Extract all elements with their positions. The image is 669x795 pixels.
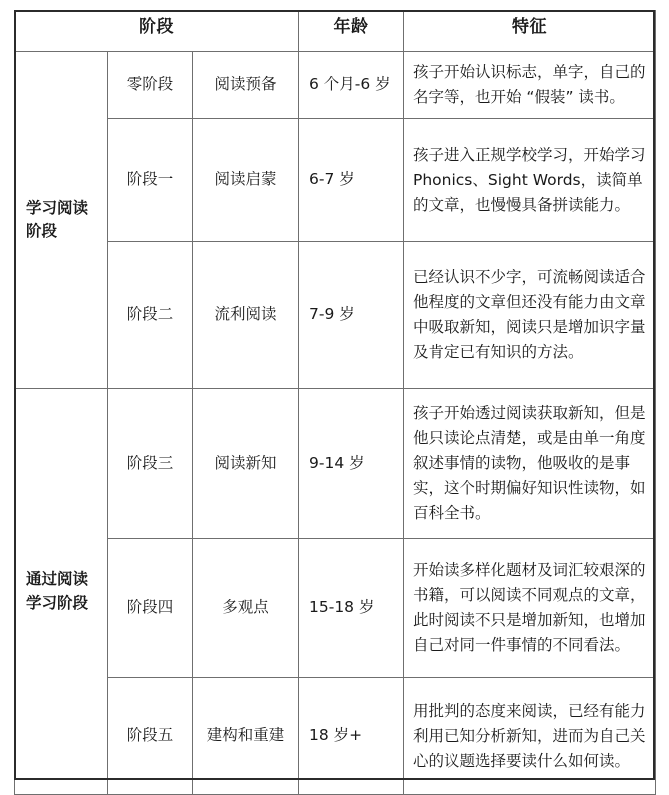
stage-name-label: 阅读新知 [214,453,277,472]
stage-name-label: 建构和重建 [206,726,285,745]
feature-text: 孩子进入正规学校学习，开始学习 Phonics、Sight Words，读简单的文章，也慢慢具备拼读能力。 [413,145,646,214]
stage-label: 阶段四 [126,598,174,617]
stage-name-cell [193,242,299,389]
table-row [15,242,656,389]
stage-name-cell [193,52,299,119]
group-label-line-1: 学习阅读 [26,198,89,217]
group-label-line-1: 通过阅读 [26,570,89,589]
table-row [15,539,656,678]
group-cell-learning-to-read [15,52,108,389]
table-header-row [15,11,656,52]
header-label-feature: 特征 [512,17,547,37]
age-label: 15-18 岁 [309,598,375,617]
stage-label: 阶段五 [126,726,174,745]
feature-text: 已经认识不少字，可流畅阅读适合他程度的文章但还没有能力由文章中吸取新知，阅读只是增加识字量及肯定已有知识的方法。 [413,268,646,362]
group-label-reading-to-learn [15,562,107,621]
stage-name-cell [193,119,299,242]
stage-cell [108,389,193,539]
group-cell-reading-to-learn [15,389,108,795]
feature-cell [404,242,656,389]
stage-name-cell [193,678,299,795]
age-label: 9-14 岁 [309,453,365,472]
table-row [15,119,656,242]
stage-label: 阶段三 [126,453,174,472]
group-label-line-2: 阶段 [26,222,58,241]
age-label: 6-7 岁 [309,170,355,189]
stage-label: 零阶段 [126,75,174,94]
feature-text: 孩子开始透过阅读获取新知，但是他只读论点清楚，或是由单一角度叙述事情的读物，他吸收的是事实，这个时期偏好知识性读物，如百科全书。 [413,403,646,523]
age-cell [299,539,404,678]
stage-label: 阶段二 [126,305,174,324]
stage-name-label: 阅读启蒙 [214,170,277,189]
age-label: 6 个月-6 岁 [309,75,391,94]
header-cell-stage [15,11,299,52]
age-cell [299,119,404,242]
reading-stages-table [14,10,656,795]
header-cell-age [299,11,404,52]
table-row [15,389,656,539]
age-label: 7-9 岁 [309,305,355,324]
stage-name-cell [193,539,299,678]
stage-cell [108,539,193,678]
group-label-learning-to-read [15,191,107,250]
stage-cell [108,119,193,242]
age-cell [299,389,404,539]
age-cell [299,678,404,795]
header-label-age: 年龄 [333,17,369,37]
stage-cell [108,242,193,389]
feature-cell [404,678,656,795]
stage-name-cell [193,389,299,539]
feature-cell [404,389,656,539]
header-label-stage: 阶段 [139,17,174,37]
age-cell [299,242,404,389]
stage-cell [108,52,193,119]
table-row [15,678,656,795]
feature-text: 孩子开始认识标志，单字，自己的名字等，也开始 “假装” 读书。 [413,63,646,107]
group-label-line-2: 学习阶段 [26,593,89,612]
stage-cell [108,678,193,795]
age-label: 18 岁+ [309,726,363,745]
age-cell [299,52,404,119]
header-cell-feature [404,11,656,52]
feature-cell [404,539,656,678]
stage-label: 阶段一 [126,170,174,189]
feature-cell [404,52,656,119]
feature-text: 用批判的态度来阅读，已经有能力利用已知分析新知，进而为自己关心的议题选择要读什么如何读。 [413,701,646,770]
stage-name-label: 多观点 [222,598,269,617]
stage-name-label: 阅读预备 [214,75,277,94]
table-row [15,52,656,119]
stage-name-label: 流利阅读 [214,305,277,324]
feature-text: 开始读多样化题材及词汇较艰深的书籍，可以阅读不同观点的文章，此时阅读不只是增加新知，也增加自己对同一件事情的不同看法。 [413,561,646,655]
feature-cell [404,119,656,242]
